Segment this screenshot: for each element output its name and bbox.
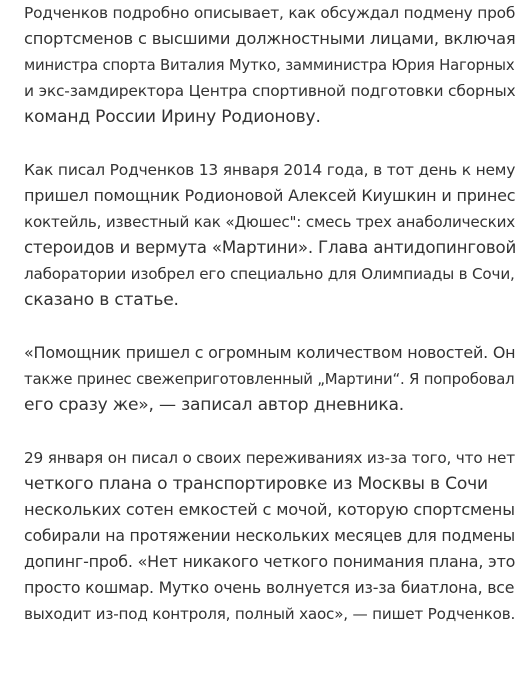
text-line: министра спорта Виталия Мутко, замминистра Юрия Нагорных [24, 56, 515, 74]
text-line: спортсменов с высшими должностными лицами, включая [24, 29, 516, 48]
text-line: просто кошмар. Мутко очень волнуется из-за биатлона, все [24, 578, 515, 597]
text-line: лаборатории изобрел его специально для Олимпиады в Сочи, [24, 265, 515, 283]
paragraph-transport [24, 445, 516, 627]
text-line: собирали на протяжении нескольких месяцев для подмены [24, 526, 515, 545]
text-line: допинг-проб. «Нет никакого четкого понимания плана, это [24, 552, 516, 571]
text-line: «Помощник пришел с огромным количеством новостей. Он [24, 343, 516, 362]
text-line: его сразу же», — записал автор дневника. [24, 395, 404, 415]
text-line: также принес свежеприготовленный „Мартини“. Я попробовал [24, 370, 515, 388]
text-line: сказано в статье. [24, 290, 179, 310]
paragraph-officials [24, 0, 516, 130]
text-line: и экс-замдиректора Центра спортивной подготовки сборных [24, 82, 516, 100]
text-line: коктейль, известный как «Дюшес": смесь трех анаболических [24, 213, 515, 231]
article-body [24, 0, 516, 654]
text-line: Родченков подробно описывает, как обсуждал подмену проб [24, 4, 516, 22]
text-line: четкого плана о транспортировке из Москвы в Сочи [24, 474, 488, 494]
text-line: пришел помощник Родионовой Алексей Киушкин и принес [24, 186, 516, 205]
text-line: команд России Ирину Родионову. [24, 107, 321, 127]
text-line: выходит из-под контроля, полный хаос», — пишет Родченков. [24, 605, 516, 623]
paragraph-cocktail [24, 157, 516, 313]
text-line: Как писал Родченков 13 января 2014 года, в тот день к нему [24, 161, 516, 179]
text-line: нескольких сотен емкостей с мочой, которую спортсмены [24, 500, 515, 519]
text-line: 29 января он писал о своих переживаниях из-за того, что нет [24, 449, 515, 467]
paragraph-quote [24, 340, 516, 418]
text-line: стероидов и вермута «Мартини». Глава антидопинговой [24, 238, 517, 257]
